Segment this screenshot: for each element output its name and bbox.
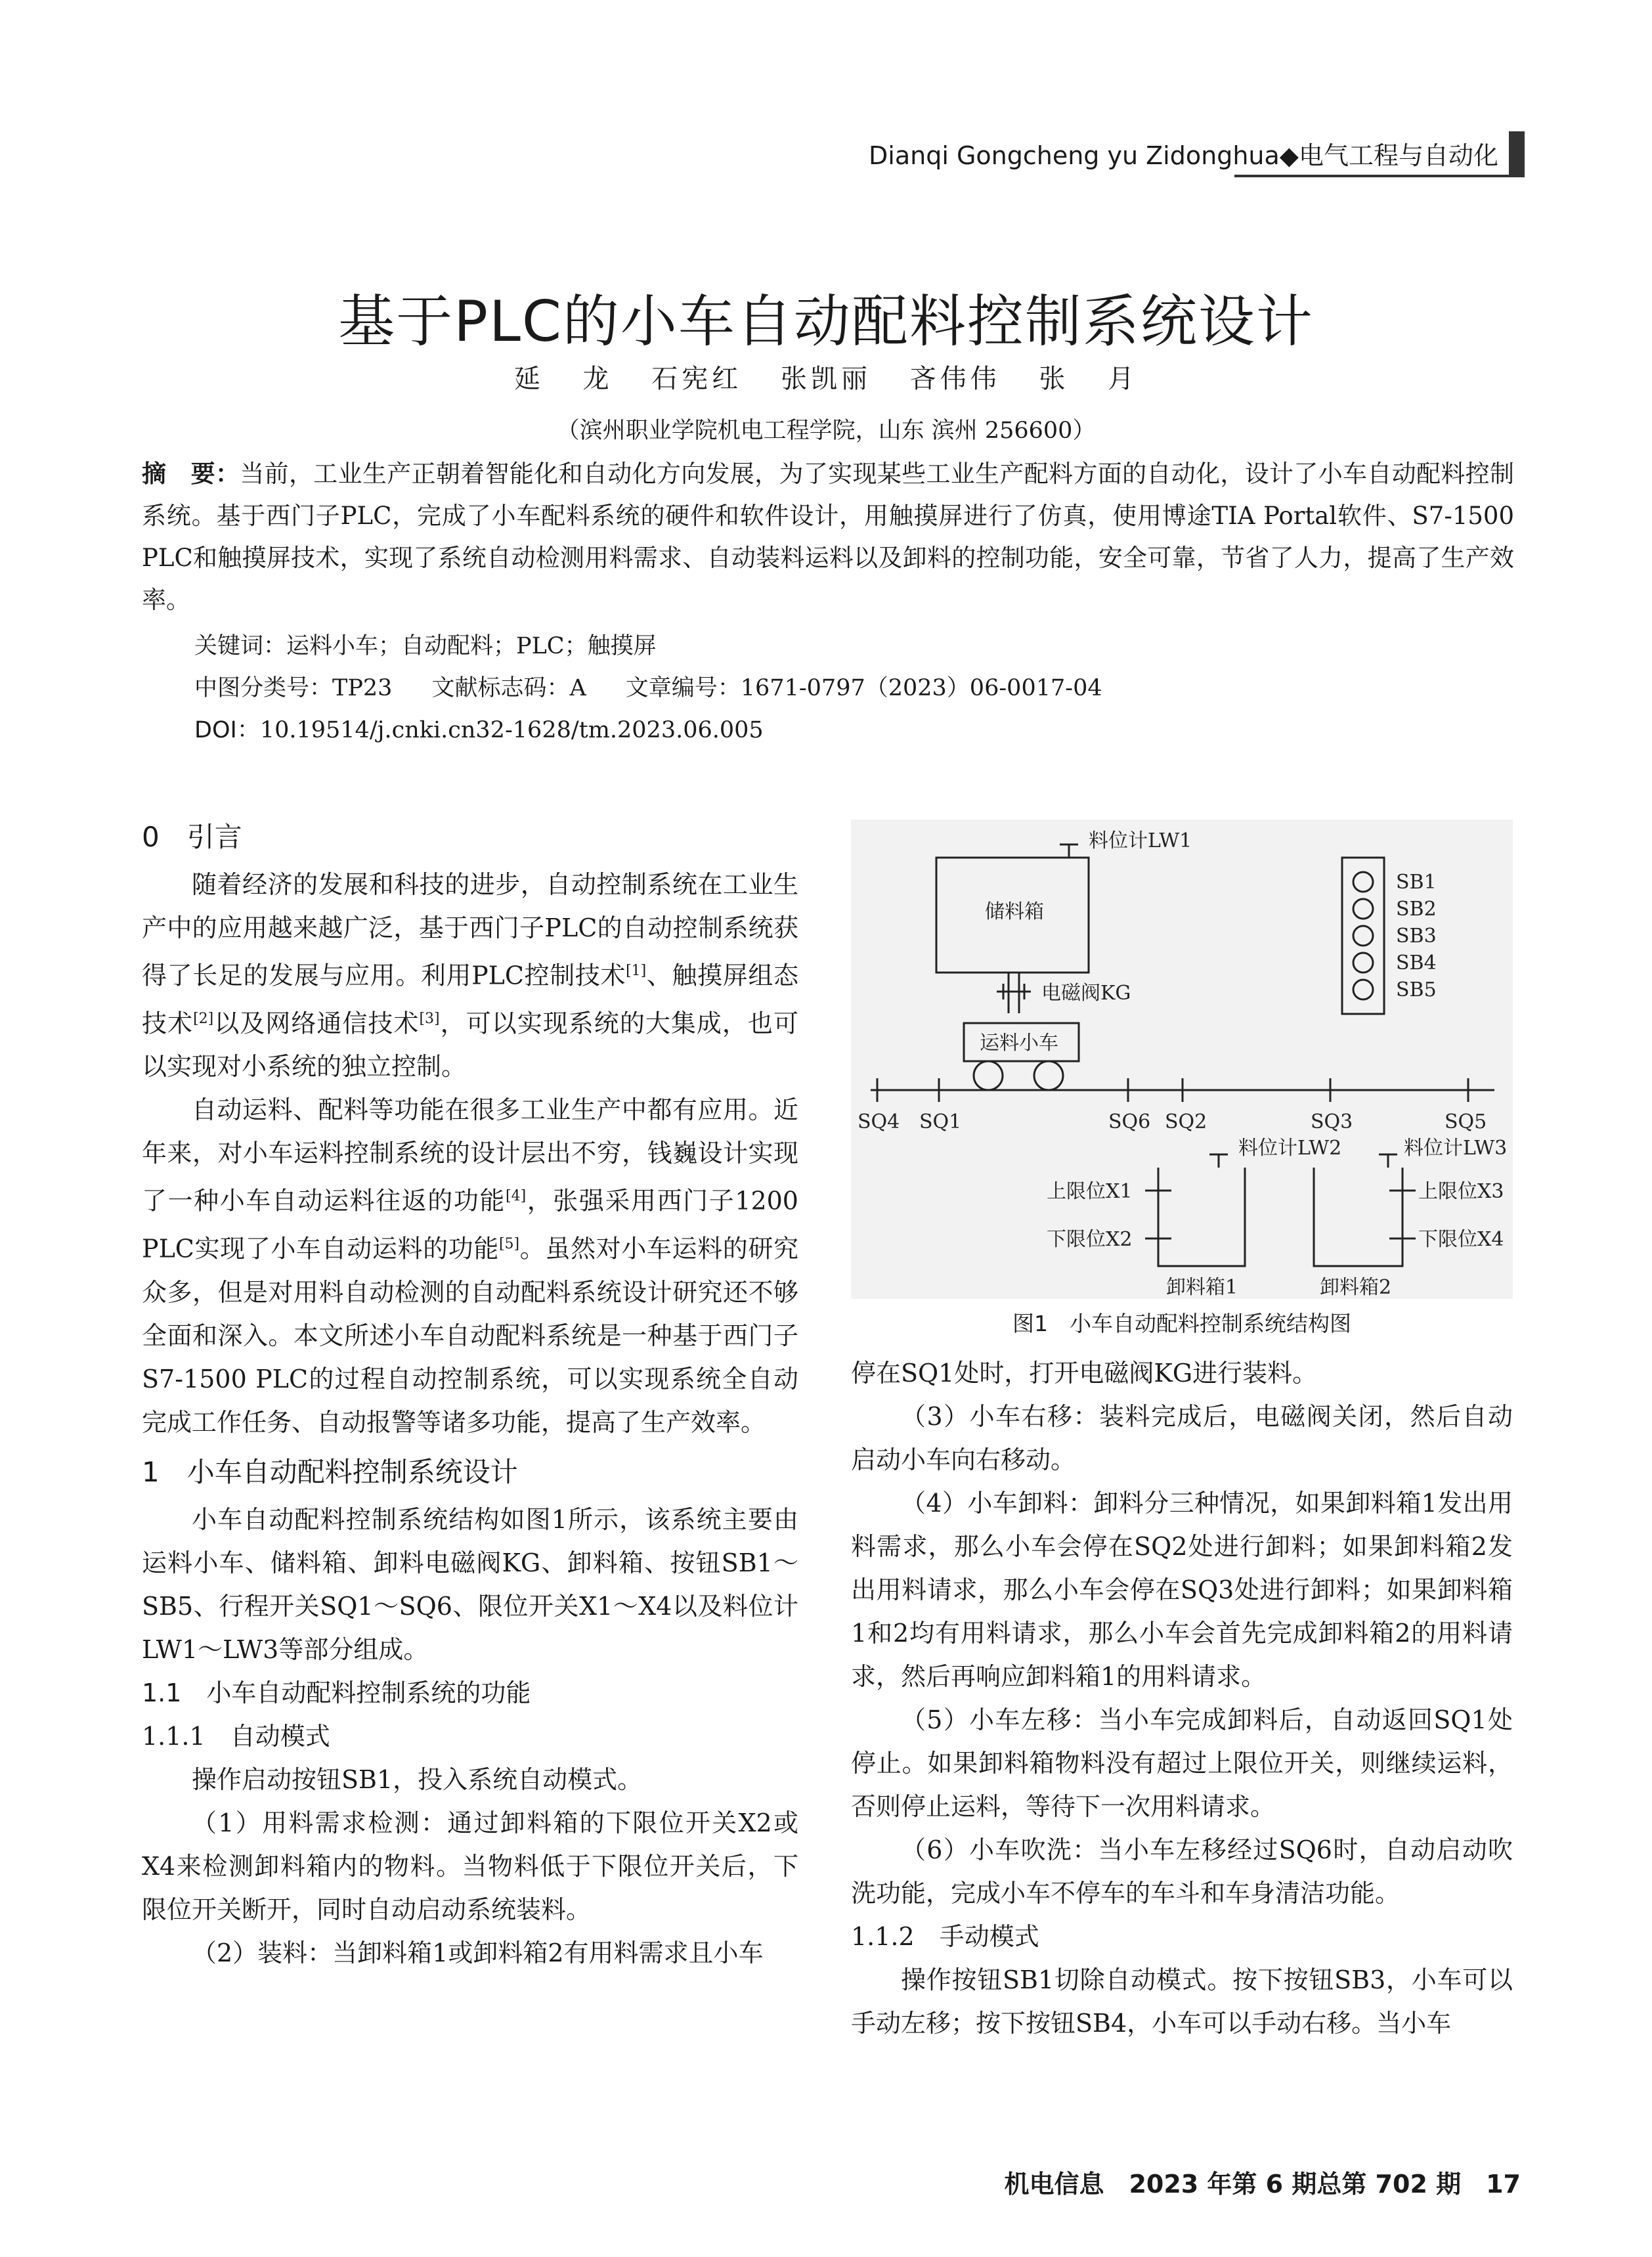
doi xyxy=(194,712,764,745)
x1-label: 上限位X1 xyxy=(1047,1180,1133,1203)
storage-label: 储料箱 xyxy=(985,900,1044,923)
paragraph-4-continued: 停在SQ1处时，打开电磁阀KG进行装料。 xyxy=(851,1359,1318,1388)
sb1-label: SB1 xyxy=(1396,871,1437,894)
x4-label: 下限位X4 xyxy=(1418,1228,1504,1251)
sq2-label: SQ2 xyxy=(1165,1110,1207,1133)
section-1-heading: 1 小车自动配料控制系统设计 xyxy=(142,1455,518,1488)
cart-wheel-left xyxy=(974,1061,1003,1090)
paragraph-5: （3）小车右移：装料完成后，电磁阀关闭，然后自动启动小车向右移动。 xyxy=(851,1402,1513,1474)
cart-wheel-right xyxy=(1034,1061,1063,1090)
sec1-paragraph-2: 操作启动按钮SB1，投入系统自动模式。 xyxy=(192,1764,643,1794)
paragraph-9: 操作按钮SB1切除自动模式。按下按钮SB3，小车可以手动左移；按下按钮SB4，小车可以手动右移。当小车 xyxy=(851,1965,1513,2038)
lw2-label: 料位计LW2 xyxy=(1238,1137,1342,1160)
button-panel xyxy=(1342,858,1384,1014)
classification-line xyxy=(194,670,1102,703)
bin1-label: 卸料箱1 xyxy=(1166,1276,1238,1299)
figure-1-caption: 图1 小车自动配料控制系统结构图 xyxy=(1012,1311,1351,1336)
sq4-label: SQ4 xyxy=(858,1110,900,1133)
sq3-label: SQ3 xyxy=(1311,1110,1353,1133)
bin-2 xyxy=(1314,1168,1402,1266)
authors: 延 龙 石宪红 张凯丽 吝伟伟 张 月 xyxy=(513,364,1139,394)
sq5-label: SQ5 xyxy=(1445,1110,1487,1133)
figure-1 xyxy=(851,820,1513,1299)
paragraph-6: （4）小车卸料：卸料分三种情况，如果卸料箱1发出用料需求，那么小车会停在SQ2处进行卸料；如果卸料箱2发出用料请求，那么小车会停在SQ3处进行卸料；如果卸料箱1和2均有用料请求，那么小车会首先完成卸料箱2的用料请求，然后再响应卸料箱1的用料请求。 xyxy=(851,1489,1513,1691)
sq1-label: SQ1 xyxy=(919,1110,962,1133)
keywords xyxy=(194,628,657,661)
x3-label: 上限位X3 xyxy=(1418,1180,1504,1203)
lw3-label: 料位计LW3 xyxy=(1404,1137,1508,1160)
bin-1 xyxy=(1158,1168,1245,1266)
keywords-label: 关键词： xyxy=(194,633,287,659)
section-1-1-2-heading: 1.1.2 手动模式 xyxy=(851,1922,1039,1951)
right-column xyxy=(851,1351,1513,2045)
header-rule xyxy=(1234,175,1525,177)
sec1-paragraph-3: （1）用料需求检测：通过卸料箱的下限位开关X2或X4来检测卸料箱内的物料。当物料低于下限位开关后，下限位开关断开，同时自动启动系统装料。 xyxy=(142,1808,798,1924)
sb2-label: SB2 xyxy=(1396,898,1437,921)
doi-text: 10.19514/j.cnki.cn32-1628/tm.2023.06.005 xyxy=(259,717,764,743)
paragraph-8: （6）小车吹洗：当小车左移经过SQ6时，自动启动吹洗功能，完成小车不停车的车斗和车身清洁功能。 xyxy=(851,1835,1513,1908)
article-no-label: 文章编号： xyxy=(625,675,741,701)
x2-label: 下限位X2 xyxy=(1047,1228,1133,1251)
sb5-label: SB5 xyxy=(1396,978,1437,1001)
intro-paragraph-2: 自动运料、配料等功能在很多工业生产中都有应用。近年来，对小车运料控制系统的设计层出不穷，钱巍设计实现了一种小车自动运料往返的功能[4]，张强采用西门子1200 PLC实现了小车自动运料的功能[5]。虽然对小车运料的研究众多，但是对用料自动检测的自动配料系统设计研究还不够全面和深入。本文所述小车自动配料系统是一种基于西门子S7-1500 PLC的过程自动控制系统，可以实现系统全自动完成工作任务、自动报警等诸多功能，提高了生产效率。 xyxy=(142,1095,798,1437)
running-header-text: Dianqi Gongcheng yu Zidonghua◆电气工程与自动化 xyxy=(869,141,1498,170)
doc-code-value: A xyxy=(569,675,586,701)
section-1-1-1-heading: 1.1.1 自动模式 xyxy=(142,1721,330,1751)
affiliation: （滨州职业学院机电工程学院，山东 滨州 256600） xyxy=(556,418,1096,444)
sb4-label: SB4 xyxy=(1396,952,1437,975)
header-bar xyxy=(1509,131,1525,175)
sb3-label: SB3 xyxy=(1396,925,1437,948)
clc-label: 中图分类号： xyxy=(194,675,333,701)
bin2-label: 卸料箱2 xyxy=(1320,1276,1392,1299)
abstract xyxy=(142,453,1514,621)
abstract-text: 当前，工业生产正朝着智能化和自动化方向发展，为了实现某些工业生产配料方面的自动化，设计了小车自动配料控制系统。基于西门子PLC，完成了小车配料系统的硬件和软件设计，用触摸屏进行了仿真，使用博途TIA Portal软件、S7-1500 PLC和触摸屏技术，实现了系统自动检测用料需求、自动装料运料以及卸料的控制功能，安全可靠，节省了人力，提高了生产效率。 xyxy=(142,460,1515,614)
sec1-paragraph-1: 小车自动配料控制系统结构如图1所示，该系统主要由运料小车、储料箱、卸料电磁阀KG、卸料箱、按钮SB1～SB5、行程开关SQ1～SQ6、限位开关X1～X4以及料位计LW1～LW3等部分组成。 xyxy=(142,1504,798,1664)
article-no-value: 1671-0797（2023）06-0017-04 xyxy=(740,675,1102,701)
keywords-text: 运料小车；自动配料；PLC；触摸屏 xyxy=(286,633,657,659)
paper-title: 基于PLC的小车自动配料控制系统设计 xyxy=(338,289,1314,355)
doc-code-label: 文献标志码： xyxy=(431,675,570,701)
valve-label: 电磁阀KG xyxy=(1041,982,1131,1005)
paragraph-7: （5）小车左移：当小车完成卸料后，自动返回SQ1处停止。如果卸料箱物料没有超过上限位开关，则继续运料，否则停止运料，等待下一次用料请求。 xyxy=(851,1705,1513,1821)
section-1-1-heading: 1.1 小车自动配料控制系统的功能 xyxy=(142,1678,531,1707)
cart-label: 运料小车 xyxy=(980,1032,1058,1055)
sec1-paragraph-4: （2）装料：当卸料箱1或卸料箱2有用料需求且小车 xyxy=(192,1938,764,1967)
intro-paragraph-1: 随着经济的发展和科技的进步，自动控制系统在工业生产中的应用越来越广泛，基于西门子PLC的自动控制系统获得了长足的发展与应用。利用PLC控制技术[1]、触摸屏组态技术[2]以及网络通信技术[3]，可以实现系统的大集成，也可以实现对小系统的独立控制。 xyxy=(142,870,798,1082)
abstract-label: 摘 要： xyxy=(142,460,240,488)
sq6-label: SQ6 xyxy=(1108,1110,1151,1133)
system-diagram xyxy=(851,820,1513,1299)
page-footer: 机电信息 2023 年第 6 期总第 702 期 17 xyxy=(1004,2170,1521,2199)
running-header xyxy=(867,131,1525,177)
clc-value: TP23 xyxy=(332,675,393,701)
doi-label: DOI： xyxy=(194,717,260,743)
left-column xyxy=(142,809,798,1975)
lw1-label: 料位计LW1 xyxy=(1089,829,1192,852)
section-0-heading: 0 引言 xyxy=(142,821,242,853)
